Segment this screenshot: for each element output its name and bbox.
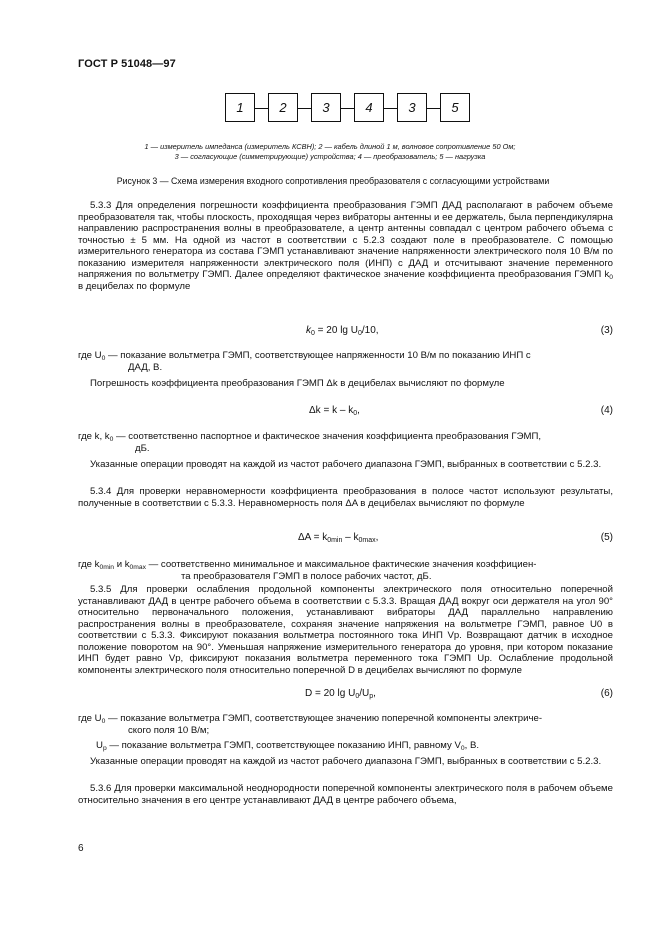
where-clause-3: где $U_0$ — показание вольтметра ГЭМП, соответствующее напряженности 10 В/м по показанию ИНП с (78, 350, 531, 362)
formula-4: $\Delta k = k - k_0$, (309, 405, 360, 417)
formula-number: (3) (600, 325, 613, 336)
where-clause-6a: где $U_0$ — показание вольтметра ГЭМП, соответствующее значению поперечной компоненты электриче- (78, 713, 543, 725)
paragraph-5-3-6: 5.3.6 Для проверки максимальной неоднородности поперечной компоненты электрического поля в рабочем объеме относительно значения в его центре устанавливают ДАД в центре рабочего объема, (78, 783, 613, 806)
formula-number: (4) (600, 405, 613, 416)
paragraph-operations-1: Указанные операции проводят на каждой из частот рабочего диапазона ГЭМП, выбранных в соответствии с 5.2.3. (90, 459, 602, 470)
document-header: ГОСТ Р 51048—97 (78, 58, 176, 70)
diagram-box-6: 5 (440, 93, 470, 122)
diagram-box-5: 3 (397, 93, 427, 122)
diagram-connector (384, 108, 397, 109)
paragraph-5-3-4: 5.3.4 Для проверки неравномерности коэффициента преобразования в полосе частот используют результаты, полученные в соответствии с 5.3.3. Неравномерность поля ΔA в децибелах вычисляют по формуле (78, 486, 613, 509)
diagram-connector (427, 108, 440, 109)
diagram-connector (255, 108, 268, 109)
where-clause-3-cont: ДАД, В. (128, 362, 163, 373)
diagram-connector (341, 108, 354, 109)
page-number: 6 (78, 843, 84, 854)
formula-3: $k_0 = 20$ $\lg U_0/10$, (306, 325, 379, 337)
where-clause-4: где k, $k_0$ — соответственно паспортное и фактическое значения коэффициента преобразования ГЭМП, (78, 431, 542, 443)
paragraph-5-3-3: 5.3.3 Для определения погрешности коэффициента преобразования ГЭМП ДАД располагают в рабочем объеме преобразователя так, чтобы плоскость, проходящая через вибраторы антенны и ее держатель, была перпендикулярна направлению распространения волны в преобразователе, а центр антенны совпадал с центром рабочего объема с точностью ± 5 мм. На одной из частот в соответствии с 5.2.3 создают поле в преобразователе. С помощью измерительного генератора из состава ГЭМП устанавливают значение напряженности электрического поля 10 В/м по показанию измерителя напряженности электрического поля (ИНП) с ДАД и отсчитывают значение переменного напряжения по вольтметру ГЭМП. Далее определяют фактическое значение коэффициента преобразования ГЭМП $k_0$ в децибелах по формуле (78, 200, 613, 292)
where-clause-5: где $k_{0min}$ и $k_{0max}$ — соответственно минимальное и максимальное фактические значения коэффициен- (78, 559, 537, 571)
diagram-box-1: 1 (225, 93, 255, 122)
where-clause-6a-cont: ского поля 10 В/м; (128, 725, 210, 736)
where-clause-5-cont: та преобразователя ГЭМП в полосе рабочих частот, дБ. (181, 571, 432, 582)
paragraph-operations-2: Указанные операции проводят на каждой из частот рабочего диапазона ГЭМП, выбранных в соответствии с 5.2.3. (90, 756, 602, 767)
formula-5: $\Delta A = k_{0min} - k_{0max}$, (298, 532, 379, 544)
paragraph-error: Погрешность коэффициента преобразования ГЭМП Δk в децибелах вычисляют по формуле (90, 378, 505, 389)
formula-6: D = 20 $\lg U_0/U_р$, (305, 688, 376, 700)
figure-legend (90, 142, 570, 162)
paragraph-5-3-5: 5.3.5 Для проверки ослабления продольной компоненты электрического поля относительно поперечной устанавливают ДАД в центре рабочего объема в соответствии с 5.3.3. Вращая ДАД вокруг оси держателя на угол 90° относительно первоначального положения, устанавливают вибраторы ДАД параллельно направлению распространения волны в преобразователе, сохраняя значение напряжения на вольтметре ГЭМП, равное U0 в соответствии с 5.3.3. Фиксируют показания вольтметра постоянного тока ИНП Vр. Возвращают датчик в исходное положение поворотом на 90°. Уменьшая напряжение измерительного генератора до уровня, при котором показание ИНП будет равно Vр, фиксируют показания вольтметра переменного тока ГЭМП Uр. Ослабление продольной компоненты электрического поля относительно поперечной D в децибелах вычисляют по формуле (78, 584, 613, 676)
diagram-connector (298, 108, 311, 109)
where-clause-4-cont: дБ. (135, 443, 150, 454)
diagram-box-3: 3 (311, 93, 341, 122)
formula-number: (6) (600, 688, 613, 699)
diagram-box-2: 2 (268, 93, 298, 122)
legend-line: 1 — измеритель импеданса (измеритель КСВН); 2 — кабель длиной 1 м, волновое сопротивление 50 Ом; (144, 142, 516, 151)
diagram-box-4: 4 (354, 93, 384, 122)
legend-line: 3 — согласующие (симметрирующие) устройства; 4 — преобразователь; 5 — нагрузка (174, 152, 486, 161)
figure-caption: Рисунок 3 — Схема измерения входного сопротивления преобразователя с согласующими устройствами (116, 176, 550, 186)
where-clause-6b: $U_р$ — показание вольтметра ГЭМП, соответствующее показанию ИНП, равному $V_0$, В. (96, 740, 480, 752)
formula-number: (5) (600, 532, 613, 543)
